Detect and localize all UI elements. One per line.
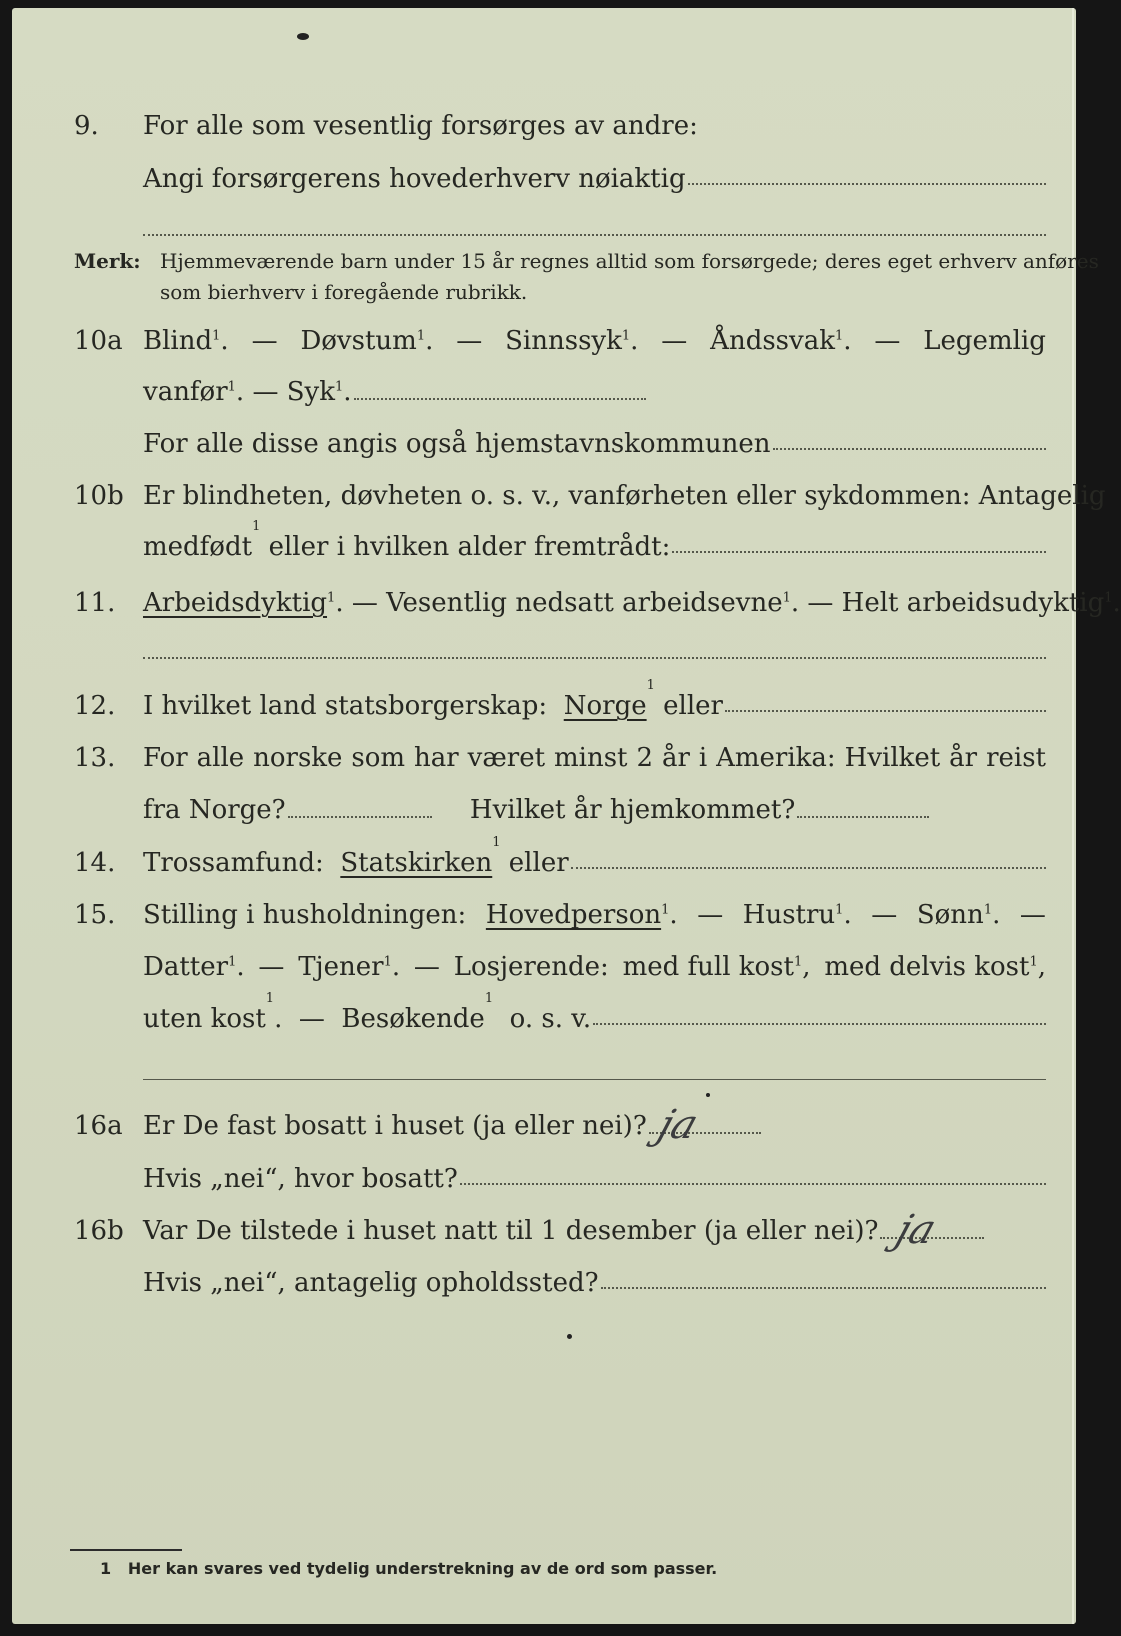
footnote-text: Her kan svares ved tydelig understrekning av de ord som passer. [127,1559,718,1578]
option-udyktig[interactable]: . — Helt arbeidsudyktig [790,588,1105,618]
option-sonn[interactable]: Sønn [916,900,984,930]
option-syk[interactable]: Syk [286,377,335,407]
question-text: fra Norge? [143,795,286,825]
question-text: Angi forsørgerens hovederhverv nøiaktig [143,164,686,194]
question-text: Er De fast bosatt i huset (ja eller nei)? [143,1111,647,1141]
question-text: I hvilket land statsborgerskap: [143,691,548,721]
question-text: eller i hvilken alder fremtrådt: [268,532,671,562]
question-11: 11. Arbeidsdyktig$^1$. — Vesentlig nedsatt arbeidsevne$^1$. — Helt arbeidsudyktig$^1$. [0,583,1104,623]
question-9 [0,106,1104,146]
question-13-line2 [0,790,1104,830]
option-medfodt[interactable]: medfødt [143,532,253,562]
question-number: 9. [74,111,99,141]
option-sinnssyk[interactable]: Sinnssyk [505,326,622,356]
option-uten-kost[interactable]: uten kost [143,1004,266,1034]
option-andssvak[interactable]: Åndssvak [710,326,835,356]
question-text: For alle disse angis også hjemstavnskommunen [143,429,771,459]
option-hustru[interactable]: Hustru [742,900,836,930]
question-10a-line3 [0,424,1104,464]
answer-field-reist[interactable] [288,792,432,818]
question-number: 16b [74,1216,124,1246]
question-number: 11. [74,588,116,618]
footnote-rule [70,1549,182,1551]
answer-line-15[interactable] [143,1079,1046,1080]
answer-line-9[interactable] [143,234,1046,236]
ink-speck [706,1093,710,1097]
question-16a [0,1106,1104,1146]
question-10a: 10a Blind$^1$. — Døvstum$^1$. — Sinnssyk$^1$. — Åndssvak$^1$. — Legemlig [0,321,1104,361]
note-text: Hjemmeværende barn under 15 år regnes alltid som forsørgede; deres eget erhverv anføres som bierhverv i foregående rubrikk. [160,249,1099,304]
answer-field-12[interactable] [725,686,1046,712]
option-vanfor[interactable]: vanfør [143,377,228,407]
answer-line-11[interactable] [143,657,1046,659]
question-9-line2 [0,159,1104,199]
question-text: Hvilket år hjemkommet? [469,795,796,825]
question-text: Er blindheten, døvheten o. s. v., vanførheten eller sykdommen: Antagelig [143,481,1106,511]
question-15-line2: Datter$^1$. — Tjener$^1$. — Losjerende: med full kost$^1$, med delvis kost$^1$, [143,952,1046,982]
question-text: Var De tilstede i huset natt til 1 desember (ja eller nei)? [143,1216,879,1246]
question-number: 15. [74,900,116,930]
answer-field-10a[interactable] [354,374,646,400]
option-full-kost[interactable]: med full kost [622,952,794,982]
option-statskirken[interactable]: Statskirken [340,848,493,878]
question-text: For alle norske som har været minst 2 år i Amerika: Hvilket år reist [143,743,1046,773]
option-datter[interactable]: Datter [143,952,229,982]
question-text: Hvis „nei“, hvor bosatt? [143,1164,458,1194]
question-number: 14. [74,848,116,878]
answer-field-15[interactable] [593,999,1046,1025]
answer-field-bosatt[interactable] [460,1159,1046,1185]
option-dovstum[interactable]: Døvstum [300,326,417,356]
answer-field-10b[interactable] [672,527,1046,553]
option-norge[interactable]: Norge [563,691,647,721]
handwritten-answer-16b: ja [890,1207,942,1253]
answer-field-14[interactable] [571,843,1046,869]
question-number: 10a [74,326,123,356]
ink-speck [567,1334,572,1339]
question-10b [0,476,1104,516]
answer-field-opholdssted[interactable] [601,1263,1046,1289]
question-number: 13. [74,743,116,773]
question-number: 12. [74,691,116,721]
question-16a-line2 [0,1159,1104,1199]
question-text: Hvis „nei“, antagelig opholdssted? [143,1268,599,1298]
question-text: Stilling i husholdningen: [143,900,467,930]
question-number: 10b [74,481,124,511]
question-12: 12. I hvilket land statsborgerskap: Norge 1 eller [0,686,1104,726]
question-13 [0,738,1104,778]
option-besokende[interactable]: Besøkende [341,1004,485,1034]
question-text: Trossamfund: [143,848,324,878]
question-15: 15. Stilling i husholdningen: Hovedperson$^1$. — Hustru$^1$. — Sønn$^1$. — [0,895,1104,935]
option-delvis-kost[interactable]: med delvis kost [824,952,1030,982]
option-legemlig[interactable]: Legemlig [923,326,1046,356]
ink-speck [297,33,309,40]
option-blind[interactable]: Blind [143,326,213,356]
option-hovedperson[interactable]: Hovedperson [485,900,662,930]
footnote [100,1559,717,1578]
answer-field-hjemstavn[interactable] [773,424,1046,450]
footnote-mark: 1 [100,1559,112,1578]
option-nedsatt[interactable]: . — Vesentlig nedsatt arbeidsevne [335,588,783,618]
answer-field-9[interactable] [688,159,1046,185]
question-16b-line2 [0,1263,1104,1303]
question-10a-line2: vanfør$^1$. — Syk$^1$. [0,372,1104,412]
question-text: For alle som vesentlig forsørges av andre: [143,111,698,141]
handwritten-answer-16a: ja [652,1102,704,1148]
question-number: 16a [74,1111,123,1141]
question-10b-line2: medfødt 1 eller i hvilken alder fremtrådt: [0,527,1104,567]
answer-field-hjemkommet[interactable] [797,792,929,818]
option-tjener[interactable]: Tjener [298,952,384,982]
question-15-line3: uten kost 1 . — Besøkende 1 o. s. v. [0,999,1104,1039]
note-label: Merk: [74,249,141,273]
option-arbeidsdyktig[interactable]: Arbeidsdyktig [143,588,328,618]
question-14: 14. Trossamfund: Statskirken 1 eller [0,843,1104,883]
